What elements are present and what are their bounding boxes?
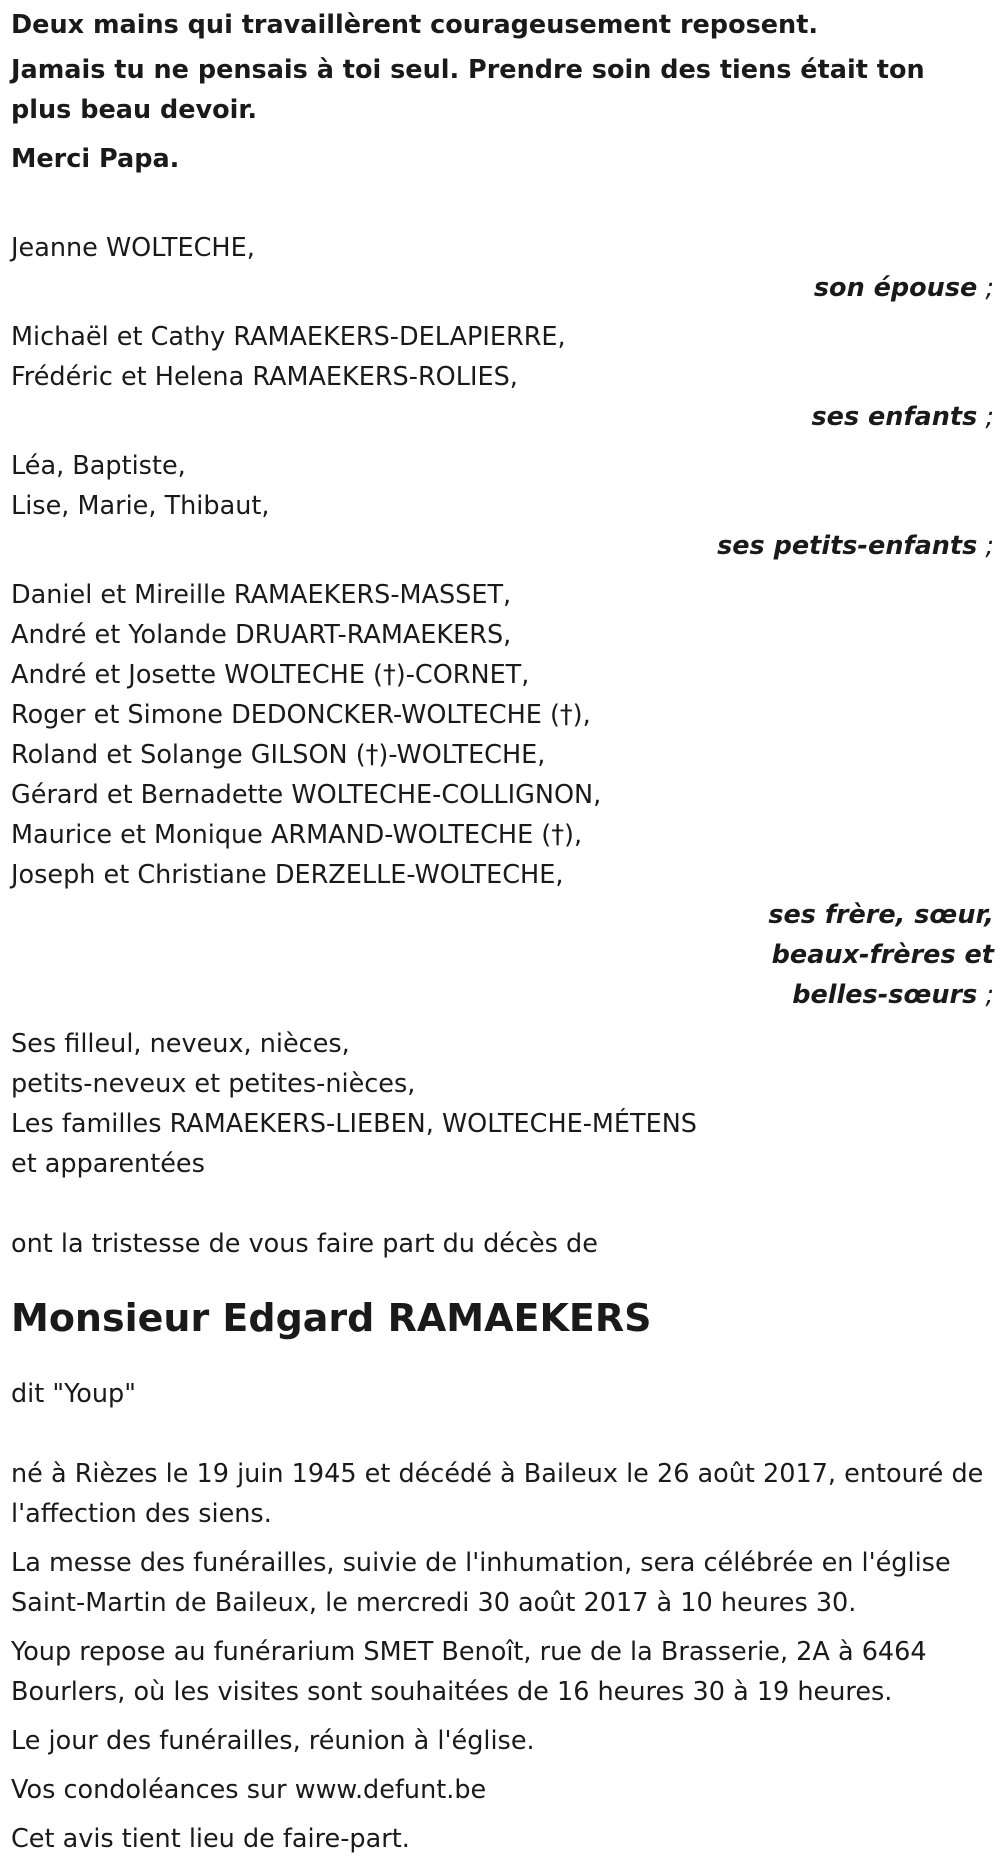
family-name: André et Josette WOLTECHE (†)-CORNET, [11, 660, 530, 690]
family-group-siblings [11, 575, 994, 1015]
detail-paragraph: Youp repose au funérarium SMET Benoît, rue de la Brasserie, 2A à 6464 Bourlers, où les visites sont souhaitées de 16 heures 30 à 19 heures. [11, 1637, 927, 1707]
family-name: Roland et Solange GILSON (†)-WOLTECHE, [11, 740, 546, 770]
family-name: Joseph et Christiane DERZELLE-WOLTECHE, [11, 860, 564, 890]
relation-label: ses petits-enfants ; [717, 531, 994, 561]
family-name: Roger et Simone DEDONCKER-WOLTECHE (†), [11, 700, 591, 730]
family-name: André et Yolande DRUART-RAMAEKERS, [11, 620, 512, 650]
family-group-grandchildren [11, 446, 994, 566]
obituary-notice [11, 5, 994, 1868]
announcement-text: ont la tristesse de vous faire part du décès de [11, 1229, 598, 1259]
relation-label: son épouse ; [813, 273, 994, 303]
funeral-details [11, 1454, 991, 1859]
deceased-name: Monsieur Edgard RAMAEKERS [11, 1296, 652, 1340]
relatives-line: petits-neveux et petites-nièces, [11, 1069, 416, 1099]
family-group-spouse [11, 228, 994, 308]
relation-label: ses enfants ; [811, 402, 994, 432]
relatives-line: et apparentées [11, 1149, 205, 1179]
family-name: Léa, Baptiste, [11, 451, 186, 481]
intro-text [11, 5, 991, 179]
detail-paragraph: La messe des funérailles, suivie de l'inhumation, sera célébrée en l'église Saint-Martin de Baileux, le mercredi 30 août 2017 à 10 heures 30. [11, 1548, 951, 1618]
detail-paragraph: Vos condoléances sur www.defunt.be [11, 1775, 487, 1805]
detail-paragraph: Le jour des funérailles, réunion à l'église. [11, 1726, 535, 1756]
relation-label: ses frère, sœur, beaux-frères et belles-sœurs ; [768, 900, 994, 1010]
family-name: Maurice et Monique ARMAND-WOLTECHE (†), [11, 820, 583, 850]
detail-paragraph: Cet avis tient lieu de faire-part. [11, 1824, 410, 1854]
other-relatives [11, 1024, 991, 1184]
family-group-children [11, 317, 994, 437]
family-name: Lise, Marie, Thibaut, [11, 491, 270, 521]
relatives-line: Ses filleul, neveux, nièces, [11, 1029, 350, 1059]
family-name: Jeanne WOLTECHE, [11, 233, 255, 263]
family-name: Frédéric et Helena RAMAEKERS-ROLIES, [11, 362, 518, 392]
family-name: Michaël et Cathy RAMAEKERS-DELAPIERRE, [11, 322, 566, 352]
family-name: Daniel et Mireille RAMAEKERS-MASSET, [11, 580, 512, 610]
family-name: Gérard et Bernadette WOLTECHE-COLLIGNON, [11, 780, 602, 810]
nickname: dit "Youp" [11, 1379, 136, 1409]
intro-line: Jamais tu ne pensais à toi seul. Prendre soin des tiens était ton plus beau devoir. [11, 55, 925, 125]
detail-paragraph: né à Rièzes le 19 juin 1945 et décédé à Baileux le 26 août 2017, entouré de l'affection des siens. [11, 1459, 984, 1529]
intro-line: Deux mains qui travaillèrent courageusement reposent. [11, 10, 819, 40]
relatives-line: Les familles RAMAEKERS-LIEBEN, WOLTECHE-MÉTENS [11, 1109, 697, 1139]
intro-line: Merci Papa. [11, 144, 180, 174]
